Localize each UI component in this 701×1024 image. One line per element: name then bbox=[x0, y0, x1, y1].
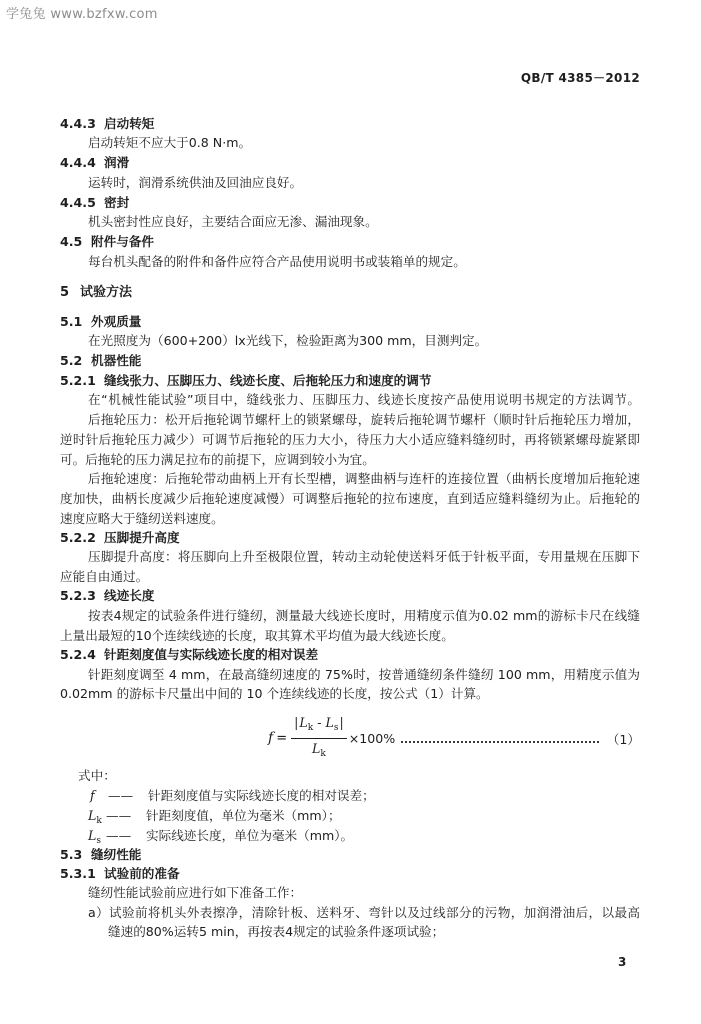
subscript-s: s bbox=[96, 836, 101, 846]
legend-dash: —— bbox=[108, 788, 134, 803]
body-line: 度加快，曲柄长度减少后拖轮速度减慢）可调整后拖轮的拉布速度，直到适应缝料缝纫为止。后拖轮的 bbox=[60, 491, 640, 506]
clause-title: 缝纫性能 bbox=[91, 847, 142, 862]
clause-title: 压脚提升高度 bbox=[104, 530, 180, 545]
legend-intro: 式中： bbox=[78, 768, 116, 783]
legend-symbol bbox=[90, 787, 95, 805]
clause-title: 线迹长度 bbox=[104, 588, 155, 603]
clause-title: 针距刻度值与实际线迹长度的相对误差 bbox=[104, 647, 319, 662]
clause-number: 5.1 bbox=[60, 314, 83, 329]
clause-number: 5.3 bbox=[60, 847, 83, 862]
abs-bar-open: | bbox=[294, 714, 299, 730]
body-line: 启动转矩不应大于0.8 N·m。 bbox=[88, 135, 252, 150]
clause-5-2-4-heading bbox=[60, 646, 318, 664]
body-line: 上量出最短的10个连续线迹的长度，取其算术平均值为最大线迹长度。 bbox=[60, 628, 454, 643]
formula-equals: = bbox=[276, 730, 288, 746]
clause-number: 5.2.2 bbox=[60, 530, 96, 545]
clause-5-2-1-heading bbox=[60, 372, 431, 390]
clause-4-4-4-heading bbox=[60, 154, 129, 172]
symbol-L: L bbox=[88, 808, 97, 823]
clause-title: 缝线张力、压脚压力、线迹长度、后拖轮压力和速度的调节 bbox=[104, 373, 432, 388]
symbol-L: L bbox=[299, 714, 308, 730]
section-5-heading bbox=[60, 284, 132, 302]
clause-4-5-heading bbox=[60, 233, 154, 251]
body-line: 按表4规定的试验条件进行缝纫，测量最大线迹长度时，用精度示值为0.02 mm的游标卡尺在线缝 bbox=[88, 608, 640, 623]
legend-description: 实际线迹长度，单位为毫米（mm）。 bbox=[146, 828, 354, 843]
clause-title: 试验前的准备 bbox=[104, 866, 180, 881]
clause-number: 4.5 bbox=[60, 234, 83, 249]
clause-number: 5.2.1 bbox=[60, 373, 96, 388]
clause-5-3-heading bbox=[60, 846, 141, 864]
clause-number: 5.2.3 bbox=[60, 588, 96, 603]
subscript-s: s bbox=[333, 722, 339, 733]
symbol-L: L bbox=[325, 714, 334, 730]
clause-number: 5.2 bbox=[60, 353, 83, 368]
body-line: 应能自由通过。 bbox=[60, 569, 149, 584]
clause-title: 润滑 bbox=[104, 155, 130, 170]
body-line: 逆时针后拖轮压力减少）可调节后拖轮的压力大小，待压力大小适应缝料缝纫时，再将锁紧螺母旋紧即 bbox=[60, 432, 640, 447]
clause-title: 外观质量 bbox=[91, 314, 142, 329]
formula-number-label: （1） bbox=[606, 731, 640, 747]
legend-item-f bbox=[90, 787, 640, 805]
legend-item-ls bbox=[88, 827, 640, 845]
legend-description: 针距刻度值与实际线迹长度的相对误差； bbox=[148, 788, 375, 803]
body-line: 速度应略大于缝纫送料速度。 bbox=[60, 511, 224, 526]
clause-5-1-heading bbox=[60, 313, 141, 331]
body-line: 在光照度为（600+200）lx光线下，检验距离为300 mm，目测判定。 bbox=[88, 333, 488, 348]
symbol-f: f bbox=[90, 788, 95, 803]
clause-5-3-1-heading bbox=[60, 865, 180, 883]
page-number: 3 bbox=[618, 955, 627, 969]
body-line: 机头密封性应良好，主要结合面应无渗、漏油现象。 bbox=[88, 214, 378, 229]
clause-number: 4.4.5 bbox=[60, 195, 96, 210]
subscript-k: k bbox=[96, 816, 102, 826]
formula-denominator bbox=[312, 739, 326, 763]
body-line: 在“机械性能试验”项目中，缝线张力、压脚压力、线迹长度按产品使用说明书规定的方法调节。 bbox=[88, 392, 640, 407]
legend-dash: —— bbox=[106, 828, 132, 843]
formula-times-100-percent: ×100% bbox=[348, 730, 396, 746]
clause-5-2-3-heading bbox=[60, 587, 154, 605]
clause-title: 试验方法 bbox=[80, 285, 133, 300]
dotted-leader bbox=[401, 741, 599, 743]
watermark: 学兔兔 www.bzfxw.com bbox=[6, 7, 158, 22]
clause-number: 5.2.4 bbox=[60, 647, 96, 662]
list-item-a-line: 缝速的80%运转5 min，再按表4规定的试验条件逐项试验； bbox=[108, 924, 445, 939]
clause-title: 密封 bbox=[104, 195, 130, 210]
minus-sign: - bbox=[317, 714, 322, 730]
clause-number: 4.4.3 bbox=[60, 116, 96, 131]
body-line: 后拖轮速度：后拖轮带动曲柄上开有长型槽，调整曲柄与连杆的连接位置（曲柄长度增加后拖轮速 bbox=[88, 471, 640, 486]
formula-numerator bbox=[291, 714, 347, 739]
subscript-k: k bbox=[320, 748, 326, 759]
formula-1 bbox=[268, 716, 640, 760]
legend-item-lk bbox=[88, 807, 640, 825]
clause-title: 启动转矩 bbox=[104, 116, 155, 131]
body-line: 针距刻度调至 4 mm，在最高缝纫速度的 75%时，按普通缝纫条件缝纫 100 mm，用精度示值为 bbox=[88, 667, 640, 682]
subscript-k: k bbox=[307, 722, 314, 733]
legend-description: 针距刻度值，单位为毫米（mm）； bbox=[146, 808, 341, 823]
clause-number: 5.3.1 bbox=[60, 866, 96, 881]
clause-title: 附件与备件 bbox=[91, 234, 154, 249]
clause-4-4-3-heading bbox=[60, 115, 154, 133]
legend-dash: —— bbox=[106, 808, 132, 823]
clause-5-2-2-heading bbox=[60, 529, 180, 547]
symbol-L: L bbox=[88, 828, 97, 843]
body-line: 0.02mm 的游标卡尺量出中间的 10 个连续线迹的长度，按公式（1）计算。 bbox=[60, 686, 489, 701]
clause-4-4-5-heading bbox=[60, 194, 129, 212]
clause-number: 4.4.4 bbox=[60, 155, 96, 170]
clause-title: 机器性能 bbox=[91, 353, 142, 368]
abs-bar-close: | bbox=[339, 714, 344, 730]
body-line: 后拖轮压力：松开后拖轮调节螺杆上的锁紧螺母，旋转后拖轮调节螺杆（顺时针后拖轮压力增加， bbox=[88, 412, 640, 427]
formula-lhs: f bbox=[268, 730, 274, 746]
list-item-a-line: a）试验前将机头外表擦净，清除针板、送料牙、弯针以及过线部分的污物，加润滑油后，以最高 bbox=[88, 905, 640, 920]
clause-number: 5 bbox=[60, 285, 70, 300]
body-line: 运转时，润滑系统供油及回油应良好。 bbox=[88, 175, 303, 190]
body-line: 缝纫性能试验前应进行如下准备工作： bbox=[88, 885, 303, 900]
body-line: 压脚提升高度：将压脚向上升至极限位置，转动主动轮使送料牙低于针板平面，专用量规在压脚下 bbox=[88, 549, 640, 564]
body-line: 可。后拖轮的压力满足拉布的前提下，应调到较小为宜。 bbox=[60, 452, 375, 467]
body-line: 每台机头配备的附件和备件应符合产品使用说明书或装箱单的规定。 bbox=[88, 254, 466, 269]
symbol-L: L bbox=[311, 740, 321, 756]
standard-code-header: QB/T 4385－2012 bbox=[520, 71, 640, 85]
formula-fraction bbox=[291, 714, 347, 763]
clause-5-2-heading bbox=[60, 352, 141, 370]
